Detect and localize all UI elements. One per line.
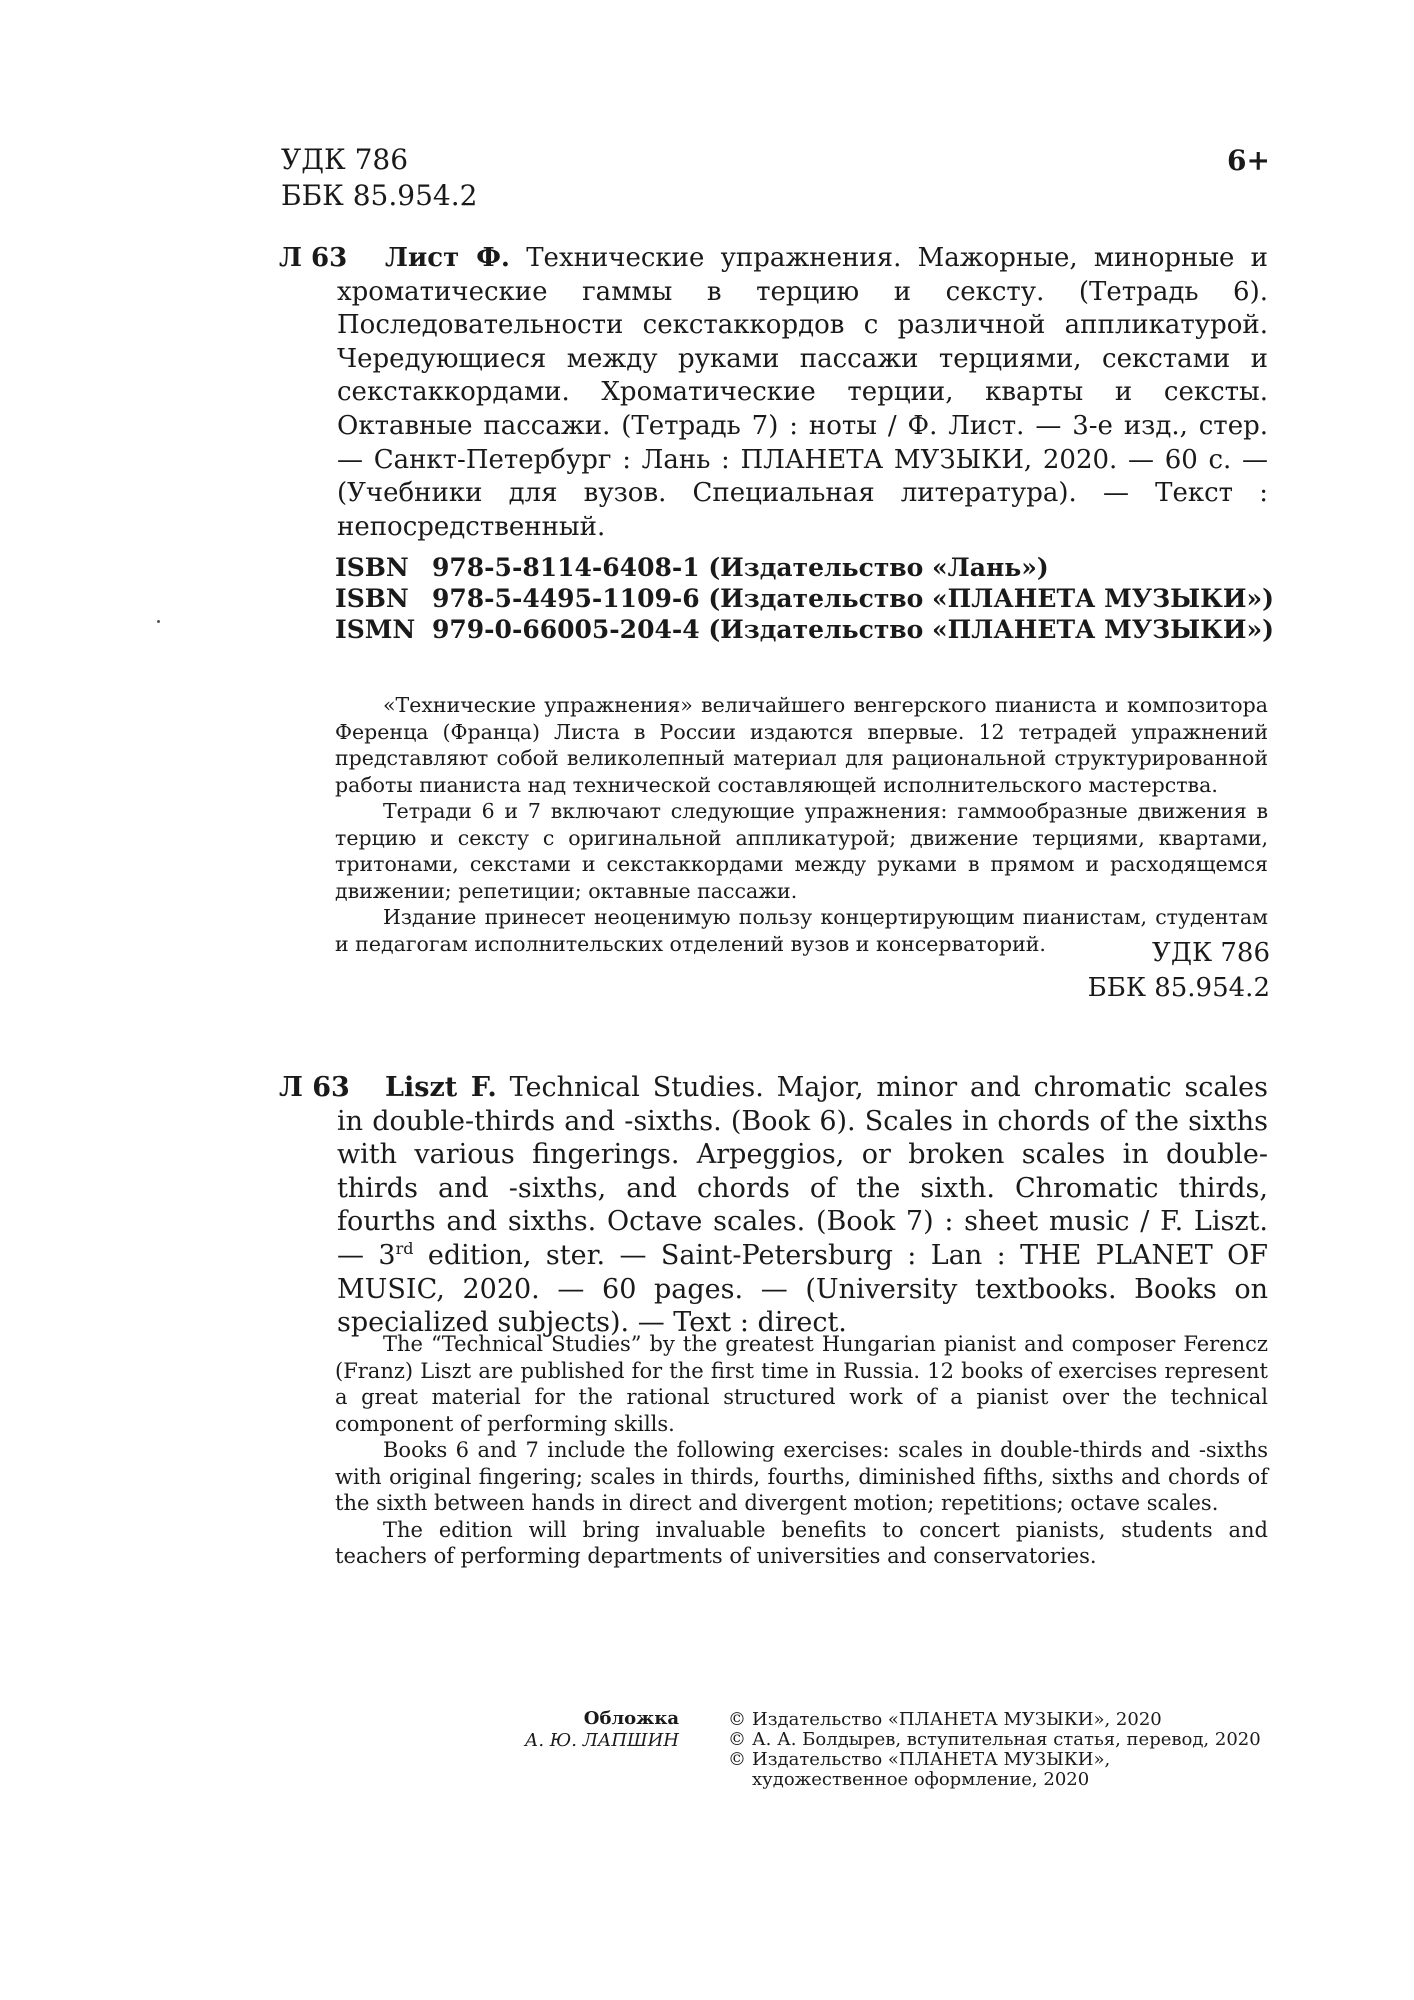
copyright-text: Издательство «ПЛАНЕТА МУЗЫКИ», 2020 <box>752 1709 1162 1730</box>
cover-credit <box>525 1708 679 1752</box>
ordinal-suffix: rd <box>395 1238 414 1258</box>
ru-author: Лист Ф. <box>385 243 510 273</box>
annotation-paragraph: Books 6 and 7 include the following exercises: scales in double-thirds and -sixths with original fingering; scales in thirds, fourths, diminished fifths, sixths and chords of the sixth between hands in direct and divergent motion; repetitions; octave scales. <box>335 1438 1268 1515</box>
age-rating: 6+ <box>1227 144 1270 177</box>
author-mark: Л 63 <box>279 1072 350 1103</box>
ismn-label: ISMN <box>335 615 416 644</box>
annotation-paragraph: The edition will bring invaluable benefits to concert pianists, students and teachers of performing departments of universities and conservatories. <box>335 1517 1268 1568</box>
isbn-label: ISBN <box>335 553 409 582</box>
ru-annotation <box>335 692 1268 957</box>
annotation-paragraph: The “Technical Studies” by the greatest Hungarian pianist and composer Ferencz (Franz) Liszt are published for the first time in Russia. 12 books of exercises represent a great material for the rational structured work of a pianist over the technical component of performing skills. <box>335 1332 1268 1436</box>
copyright-icon: © <box>728 1749 746 1770</box>
ru-entry-text: Технические упражнения. Мажорные, минорные и хроматические гаммы в терцию и сексту. (Тетрадь 6). Последовательности секстаккордов с различной аппликатурой. Чередующиеся между руками пассажи терциями, секстами и секстаккордами. Хроматические терции, кварты и сексты. Октавные пассажи. (Тетрадь 7) : ноты / Ф. Лист. — 3-е изд., стер. — Санкт-Петербург : Лань : ПЛАНЕТА МУЗЫКИ, 2020. — 60 с. — (Учебники для вузов. Специальная литература). — Текст : непосредственный. <box>337 243 1268 542</box>
copyright-block <box>728 1710 1261 1790</box>
copyright-icon: © <box>728 1709 746 1730</box>
bbk-code: ББК 85.954.2 <box>281 179 478 212</box>
copyright-text: Издательство «ПЛАНЕТА МУЗЫКИ», <box>752 1749 1111 1770</box>
isbn-block <box>335 552 1274 645</box>
isbn-line <box>335 583 1274 614</box>
annotation-paragraph: Издание принесет неоценимую пользу концертирующим пианистам, студентам и педагогам исполнительских отделений вузов и консерваторий. <box>335 905 1268 956</box>
copyright-icon: © <box>728 1729 746 1750</box>
en-entry-text: Technical Studies. Major, minor and chromatic scales in double-thirds and -sixths. (Book 6). Scales in chords of the sixths with various fingerings. Arpeggios, or broken scales in double-thirds and -sixths, and chords of the sixth. Chromatic thirds, fourths and sixths. Octave scales. (Book 7) : sheet music / F. Liszt. — 3 <box>337 1072 1268 1271</box>
en-bibliographic-entry <box>279 1071 1268 1340</box>
annotation-paragraph: Тетради 6 и 7 включают следующие упражнения: гаммообразные движения в терцию и сексту с оригинальной аппликатурой; движение терциями, квартами, тритонами, секстами и секстаккордами между руками в прямом и расходящемся движении; репетиции; октавные пассажи. <box>335 799 1268 903</box>
en-entry-text-cont: edition, ster. — Saint-Petersburg : Lan : THE PLANET OF MUSIC, 2020. — 60 pages. — (University textbooks. Books on specialized subjects). — Text : direct. <box>337 1239 1268 1339</box>
classification-header <box>281 142 477 214</box>
cover-designer: А. Ю. ЛАПШИН <box>524 1730 679 1751</box>
udk-code: УДК 786 <box>1152 938 1270 968</box>
cover-label: Обложка <box>583 1708 679 1729</box>
isbn-value: 978-5-8114-6408-1 (Издательство «Лань») <box>432 553 1049 582</box>
ismn-value: 979-0-66005-204-4 (Издательство «ПЛАНЕТА МУЗЫКИ») <box>432 615 1274 644</box>
isbn-line <box>335 552 1274 583</box>
copyright-line <box>728 1730 1261 1750</box>
isbn-value: 978-5-4495-1109-6 (Издательство «ПЛАНЕТА МУЗЫКИ») <box>432 584 1274 613</box>
en-annotation <box>335 1331 1268 1570</box>
ismn-line <box>335 614 1274 645</box>
udk-code: УДК 786 <box>281 143 409 176</box>
classification-footer <box>1088 936 1270 1006</box>
annotation-paragraph: «Технические упражнения» величайшего венгерского пианиста и композитора Ференца (Франца) Листа в России издаются впервые. 12 тетрадей упражнений представляют собой великолепный материал для рациональной структурированной работы пианиста над технической составляющей исполнительского мастерства. <box>335 693 1268 797</box>
author-mark: Л 63 <box>279 243 348 273</box>
copyright-continuation: художественное оформление, 2020 <box>752 1769 1090 1790</box>
ru-bibliographic-entry <box>279 242 1268 544</box>
isbn-label: ISBN <box>335 584 409 613</box>
copyright-text: А. А. Болдырев, вступительная статья, перевод, 2020 <box>752 1729 1261 1750</box>
en-author: Liszt F. <box>385 1072 497 1103</box>
copyright-line <box>728 1750 1261 1770</box>
bbk-code: ББК 85.954.2 <box>1087 973 1270 1003</box>
scan-speck <box>157 620 160 623</box>
copyright-line <box>728 1710 1261 1730</box>
